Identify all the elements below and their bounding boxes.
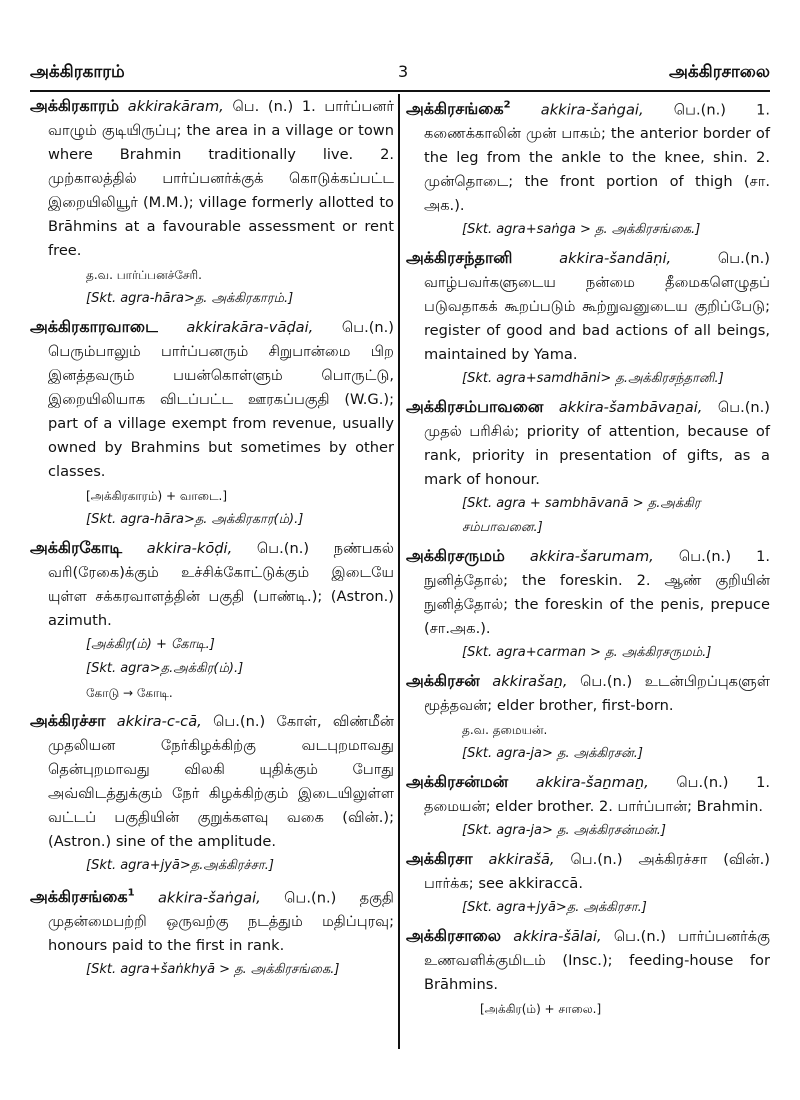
definition: பெ.(n.) முதல் பரிசில்; priority of attention, because of rank, priority in presentation of gifts, as a mark of honour. — [424, 399, 770, 489]
usage-note: த.வ. பார்ப்பனச்சேரி. — [86, 268, 202, 282]
headword: அக்கிரசா — [406, 849, 473, 869]
header-left-guideword: அக்கிரகாரம் — [30, 62, 125, 82]
etymology: [Skt. agra+jyā>த.அக்கிரச்சா.] — [86, 858, 274, 873]
definition: பெ.(n.) நண்பகல் வரி(ரேகை)க்கும் உச்சிக்கோட்டுக்கும் இடையே யுள்ள சக்கரவாளத்தின் பகுதி (பாண்டி.); (Astron.) azimuth. — [48, 540, 395, 629]
etymology: [Skt. agra>த.அக்கிர(ம்).] — [86, 661, 244, 676]
transliteration: akkira-kōḍi, — [146, 540, 233, 557]
headword: அக்கிரசந்தானி — [406, 248, 513, 268]
dictionary-entry — [406, 770, 770, 843]
entry-body — [406, 395, 770, 492]
dictionary-entry — [406, 847, 770, 920]
usage-note: த.வ. தமையன். — [462, 723, 548, 738]
etymology: [Skt. agra-hāra>த. அக்கிரகார(ம்).] — [86, 512, 304, 527]
headword: அக்கிரசன்மன் — [406, 772, 509, 792]
transliteration: akkirakāra-vāḍai, — [186, 319, 314, 336]
entry-body — [30, 536, 394, 633]
transliteration: akkira-c-cā, — [116, 713, 202, 730]
etymology: [Skt. agra+jyā>த. அக்கிரசா.] — [462, 900, 647, 916]
transliteration: akkira-šambāvaṉai, — [558, 399, 703, 417]
page-number: 3 — [398, 62, 409, 81]
etymology: [Skt. agra + sambhāvanā > த.அக்கிர சம்பாவனை.] — [462, 496, 701, 536]
definition: பெ.(n.) உடன்பிறப்புகளுள் மூத்தவன்; elder brother, first-born. — [424, 673, 771, 715]
entry-body — [406, 669, 770, 718]
headword: அக்கிரகாரம் — [30, 96, 120, 115]
transliteration: akkira-šaṅgai, — [540, 101, 644, 119]
entry-body — [406, 544, 770, 641]
transliteration: akkirašā, — [488, 851, 555, 869]
headword: அக்கிரசங்கை$^1$ — [30, 887, 135, 907]
entry-body — [406, 847, 770, 896]
etymology: [Skt. agra-hāra>த. அக்கிரகாரம்.] — [86, 291, 294, 306]
entry-body — [406, 924, 770, 997]
dictionary-entry — [406, 544, 770, 665]
definition: பெ.(n.) 1. கணைக்காலின் முன் பாகம்; the anterior border of the leg from the ankle to the knee, shin. 2. முன்தொடை; the front portion of thigh (சா. அக.). — [424, 101, 770, 215]
definition: பெ.(n.) பார்ப்பனர்க்கு உணவளிக்குமிடம் (Insc.); feeding-house for Brāhmins. — [424, 928, 770, 994]
etymology: [Skt. agra+samdhāni> த.அக்கிரசந்தானி.] — [462, 371, 724, 387]
etymology: [Skt. agra-ja> த. அக்கிரசன்.] — [462, 746, 643, 762]
etymology: [Skt. agra+šaṅkhyā > த. அக்கிரசங்கை.] — [86, 962, 340, 978]
entry-body — [406, 770, 770, 819]
usage-note: கோடு → கோடி. — [86, 686, 173, 700]
headword: அக்கிரசாலை — [406, 926, 502, 946]
right-column — [406, 94, 770, 1025]
dictionary-entry — [406, 669, 770, 766]
entry-body — [406, 94, 770, 218]
headword: அக்கிரசருமம் — [406, 546, 505, 566]
dictionary-entry — [30, 882, 394, 982]
homograph-number: 1 — [127, 888, 135, 899]
definition: பெ.(n.) 1. தமையன்; elder brother. 2. பார்ப்பான்; Brahmin. — [424, 774, 770, 816]
transliteration: akkira-šaṉmaṉ, — [535, 774, 649, 792]
headword: அக்கிரசன் — [406, 671, 480, 691]
definition: பெ. (n.) 1. பார்ப்பனர் வாழும் குடியிருப்பு; the area in a village or town where Brahmin traditionally live. 2. முற்காலத்தில் பார்ப்பனர்க்குக் கொடுக்கப்பட்ட இறையிலியூர் (M.M.); village formerly allotted to Brāhmins at a favourable assessment or rent free. — [48, 98, 395, 259]
etymology: [Skt. agra-ja> த. அக்கிரசன்மன்.] — [462, 823, 666, 839]
etymology: [Skt. agra+carman > த. அக்கிரசருமம்.] — [462, 645, 712, 661]
entry-body — [30, 315, 394, 484]
homograph-number: 2 — [503, 100, 511, 111]
column-divider — [398, 94, 400, 1049]
transliteration: akkira-šarumam, — [529, 548, 654, 566]
left-column — [30, 94, 394, 986]
dictionary-entry — [406, 395, 770, 540]
dictionary-entry — [406, 94, 770, 242]
dictionary-entry — [406, 246, 770, 391]
dictionary-entry — [30, 709, 394, 878]
definition: பெ.(n.) கோள், விண்மீன் முதலியன நேர்கிழக்கிற்கு வடபுறமாவது தென்புறமாவது விலகி யுதிக்கும் போது அவ்விடத்துக்கும் நேர் கிழக்கிற்கும் இடையிலுள்ள வட்டப் பகுதியின் குறுக்களவு வகை (வின்.); (Astron.) sine of the amplitude. — [48, 713, 395, 850]
transliteration: akkirašaṉ, — [492, 673, 568, 691]
headword: அக்கிரசங்கை$^2$ — [406, 99, 511, 119]
headword: அக்கிரகாரவாடை — [30, 317, 158, 336]
headword: அக்கிரகோடி — [30, 538, 123, 557]
definition: பெ.(n.) அக்கிரச்சா (வின்.) பார்க்க; see akkiraccā. — [424, 851, 770, 893]
dictionary-entry — [30, 94, 394, 311]
header-right-guideword: அக்கிரசாலை — [669, 62, 770, 82]
etymology: [Skt. agra+saṅga > த. அக்கிரசங்கை.] — [462, 222, 701, 238]
definition: பெ.(n.) 1. நுனித்தோல்; the foreskin. 2. ஆண் குறியின் நுனித்தோல்; the foreskin of the penis, prepuce (சா.அக.). — [424, 548, 770, 638]
transliteration: akkirakāram, — [127, 98, 224, 115]
dictionary-entry — [30, 315, 394, 532]
definition: பெ.(n.) வாழ்பவர்களுடைய நன்மை தீமைகளெழுதப் படுவதாகக் கூறப்படும் கூற்றுவனுடைய குறிப்பேடு; register of good and bad actions of all beings, maintained by Yama. — [424, 250, 770, 364]
headword: அக்கிரச்சா — [30, 711, 106, 730]
definition: பெ.(n.) தகுதி முதன்மைபற்றி ஒருவற்கு நடத்தும் மதிப்புரவு; honours paid to the first in rank. — [48, 889, 395, 955]
entry-body — [30, 709, 394, 854]
entry-body — [30, 94, 394, 263]
entry-body — [30, 882, 394, 958]
entry-body — [406, 246, 770, 367]
running-header — [30, 56, 770, 92]
transliteration: akkira-šandāṇi, — [559, 250, 672, 268]
derivation-note: [அக்கிர(ம்) + கோடி.] — [86, 637, 215, 652]
transliteration: akkira-šaṅgai, — [157, 889, 261, 907]
headword: அக்கிரசம்பாவனை — [406, 397, 544, 417]
definition: பெ.(n.) பெரும்பாலும் பார்ப்பனரும் சிறுபான்மை பிற இனத்தவரும் பயன்கொள்ளும் பொருட்டு, இறையிலியாக விடப்பட்ட ஊரகப்பகுதி (W.G.); part of a village exempt from revenue, usually owned by Brahmins but sometimes by other classes. — [48, 319, 394, 480]
dictionary-entry — [406, 924, 770, 1021]
derivation-note: [அக்கிர(ம்) + சாலை.] — [480, 1002, 602, 1017]
transliteration: akkira-šālai, — [513, 928, 602, 946]
derivation-note: [அக்கிரகாரம்) + வாடை.] — [86, 489, 228, 503]
dictionary-entry — [30, 536, 394, 705]
